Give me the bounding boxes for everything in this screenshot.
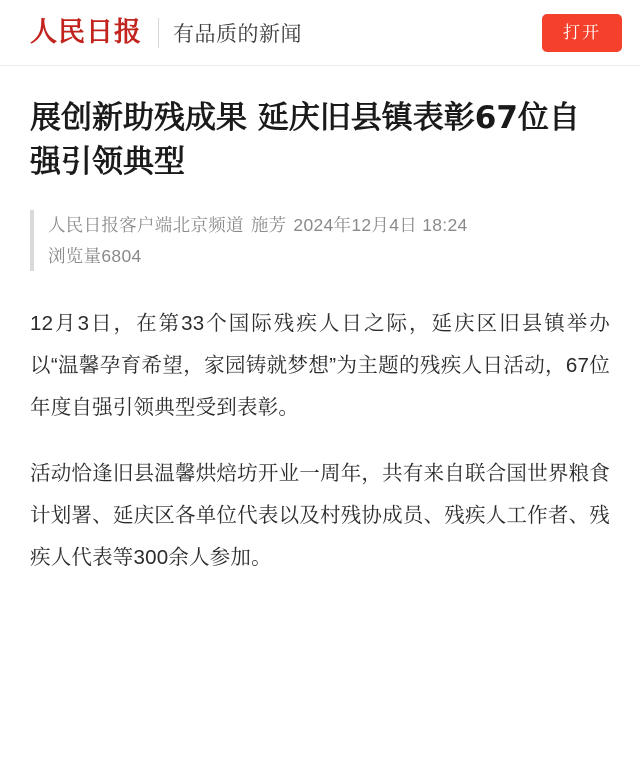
article-paragraph: 活动恰逢旧县温馨烘焙坊开业一周年，共有来自联合国世界粮食计划署、延庆区各单位代表以及村残协成员、残疾人工作者、残疾人代表等300余人参加。 xyxy=(30,462,610,570)
article-meta xyxy=(30,210,610,271)
site-header xyxy=(0,0,640,66)
open-app-button[interactable]: 打开 xyxy=(542,14,622,52)
article-container xyxy=(0,66,640,579)
article-paragraph: 12月3日，在第33个国际残疾人日之际，延庆区旧县镇举办以“温馨孕育希望，家园铸就梦想”为主题的残疾人日活动，67位年度自强引领典型受到表彰。 xyxy=(30,312,610,420)
meta-source: 人民日报客户端北京频道 xyxy=(48,215,244,236)
brand-divider xyxy=(158,18,159,48)
meta-source-line xyxy=(48,210,610,241)
meta-timestamp: 2024年12月4日 18:24 xyxy=(293,215,468,236)
brand xyxy=(30,18,542,48)
meta-author: 施芳 xyxy=(250,215,287,236)
brand-slogan: 有品质的新闻 xyxy=(173,22,302,46)
article-title: 展创新助残成果 延庆旧县镇表彰67位自强引领典型 xyxy=(30,100,580,181)
peoples-daily-logo: 人民日报 xyxy=(30,17,142,48)
meta-views: 浏览量6804 xyxy=(48,245,142,266)
